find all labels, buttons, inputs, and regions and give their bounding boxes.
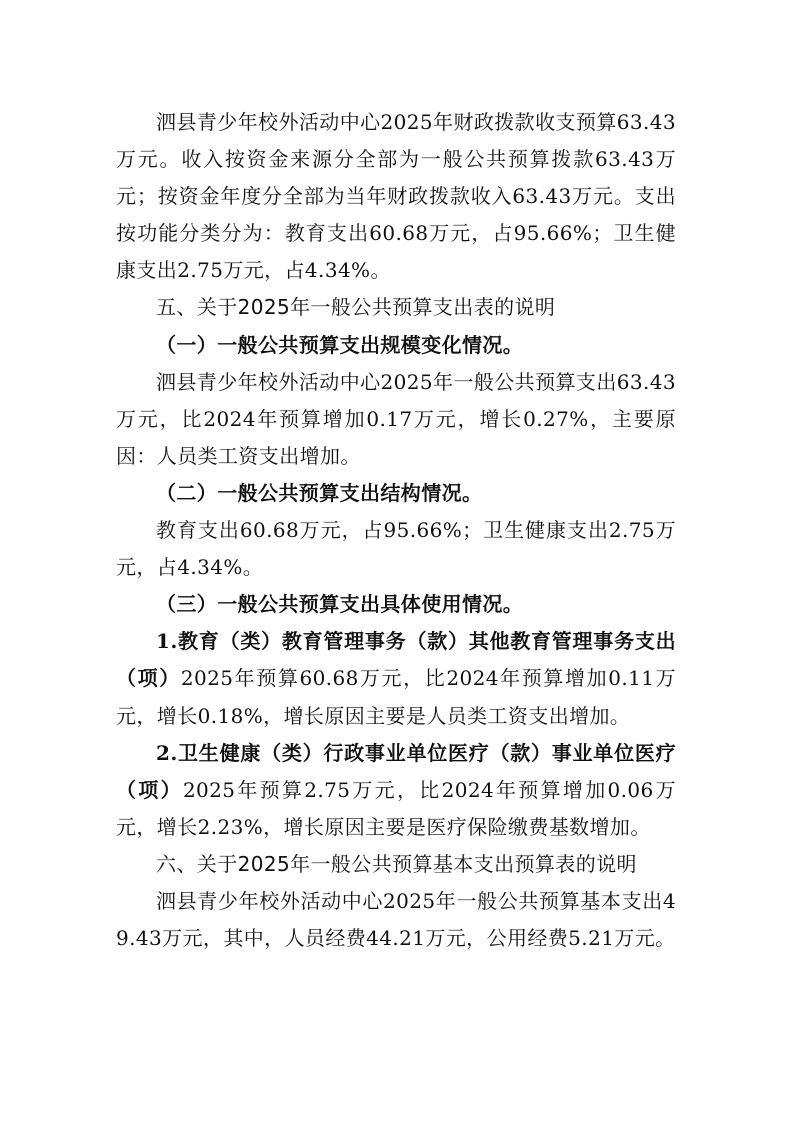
section-heading-six: 六、关于2025年一般公共预算基本支出预算表的说明	[156, 851, 637, 876]
paragraph-item-health	[116, 735, 676, 846]
subheading-usage: （三）一般公共预算支出具体使用情况。	[156, 592, 524, 617]
subheading-structure: （二）一般公共预算支出结构情况。	[156, 480, 483, 505]
paragraph-structure: 教育支出60.68万元，占95.66%；卫生健康支出2.75万元，占4.34%。	[116, 518, 676, 580]
document-body	[116, 104, 676, 957]
item-health-lead: 2.卫生健康（类）行政事业单位医疗（款）事业单位医疗（项）	[116, 740, 676, 802]
item-education-text: 2025年预算60.68万元，比2024年预算增加0.11万元，增长0.18%，增长原因主要是人员类工资支出增加。	[116, 666, 676, 728]
paragraph-item-education	[116, 623, 676, 734]
paragraph-budget-summary: 泗县青少年校外活动中心2025年财政拨款收支预算63.43万元。收入按资金来源分全部为一般公共预算拨款63.43万元；按资金年度分全部为当年财政拨款收入63.43万元。支出按功能分类分为：教育支出60.68万元，占95.66%；卫生健康支出2.75万元，占4.34%。	[116, 110, 676, 283]
subheading-scale-change: （一）一般公共预算支出规模变化情况。	[156, 332, 524, 357]
section-heading-five: 五、关于2025年一般公共预算支出表的说明	[156, 295, 556, 320]
paragraph-basic-expenditure: 泗县青少年校外活动中心2025年一般公共预算基本支出49.43万元，其中，人员经费44.21万元，公用经费5.21万元。	[116, 888, 676, 951]
paragraph-scale-change: 泗县青少年校外活动中心2025年一般公共预算支出63.43万元，比2024年预算增加0.17万元，增长0.27%，主要原因：人员类工资支出增加。	[116, 369, 676, 468]
item-health-text: 2025年预算2.75万元，比2024年预算增加0.06万元，增长2.23%，增长原因主要是医疗保险缴费基数增加。	[116, 777, 676, 839]
item-education-lead: 1.教育（类）教育管理事务（款）其他教育管理事务支出（项）	[116, 629, 676, 691]
